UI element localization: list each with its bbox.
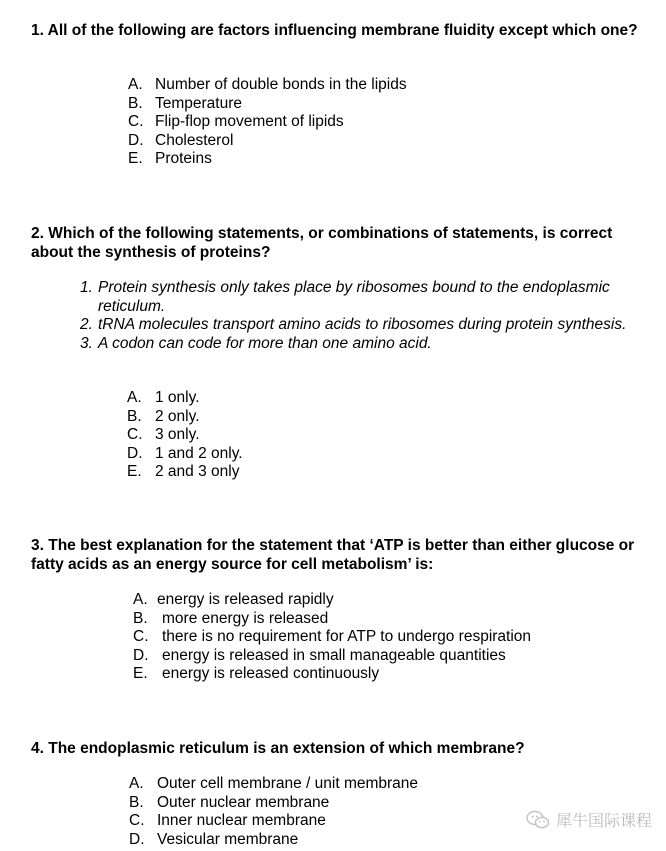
option-text: Cholesterol (155, 131, 234, 149)
option-text: Inner nuclear membrane (157, 812, 326, 829)
question-2-options (127, 389, 243, 482)
option-text: energy is released rapidly (157, 591, 334, 608)
question-4-options (129, 775, 418, 849)
option-text: 1 and 2 only. (155, 444, 243, 462)
option-letter: B. (127, 407, 142, 425)
watermark (526, 808, 652, 831)
option-letter: C. (129, 812, 145, 829)
option-1b[interactable] (128, 95, 407, 114)
question-1-title: 1. All of the following are factors influencing membrane fluidity except which one? (31, 22, 638, 39)
question-1-options (128, 76, 407, 169)
option-text: 2 and 3 only (155, 463, 240, 480)
option-1a[interactable] (128, 76, 407, 95)
option-1e[interactable] (128, 150, 407, 169)
option-4c[interactable] (129, 812, 418, 831)
option-text: there is no requirement for ATP to undergo respiration (162, 628, 532, 645)
option-text: Flip-flop movement of lipids (155, 113, 344, 130)
option-3e[interactable] (133, 665, 531, 684)
option-letter: E. (133, 665, 148, 682)
statement-text: tRNA molecules transport amino acids to ribosomes during protein synthesis. (98, 316, 627, 333)
option-letter: D. (133, 646, 149, 664)
option-letter: D. (127, 444, 143, 462)
option-2c[interactable] (127, 426, 243, 445)
question-2-statements (80, 279, 640, 353)
question-3-options (133, 591, 531, 684)
option-letter: B. (128, 94, 143, 112)
statement-2 (80, 316, 640, 335)
statement-number: 1. (80, 279, 93, 296)
option-text: Vesicular membrane (157, 830, 299, 848)
option-4d[interactable] (129, 831, 418, 850)
option-3d[interactable] (133, 647, 531, 666)
option-1c[interactable] (128, 113, 407, 132)
option-2d[interactable] (127, 445, 243, 464)
option-4a[interactable] (129, 775, 418, 794)
option-letter: E. (128, 150, 143, 167)
option-letter: B. (129, 793, 144, 811)
option-4b[interactable] (129, 794, 418, 813)
question-3-title: 3. The best explanation for the statement that ‘ATP is better than either glucose or fatty acids as an energy source for cell metabolism’ is: (31, 537, 635, 573)
option-text: energy is released continuously (162, 665, 380, 682)
option-3b[interactable] (133, 610, 531, 629)
option-text: Proteins (155, 150, 212, 167)
option-letter: D. (128, 131, 144, 149)
option-2b[interactable] (127, 408, 243, 427)
option-text: Temperature (155, 94, 243, 112)
option-2e[interactable] (127, 463, 243, 482)
option-letter: B. (133, 609, 148, 627)
option-text: energy is released in small manageable quantities (162, 646, 506, 664)
question-2-title: 2. Which of the following statements, or combinations of statements, is correct about the synthesis of proteins? (31, 225, 613, 261)
option-letter: C. (127, 426, 143, 443)
option-2a[interactable] (127, 389, 243, 408)
statement-text: A codon can code for more than one amino acid. (98, 334, 432, 352)
statement-3 (80, 335, 640, 354)
option-text: Outer nuclear membrane (157, 793, 330, 811)
option-letter: A. (127, 389, 142, 406)
option-letter: A. (129, 775, 144, 792)
option-3a[interactable] (133, 591, 531, 610)
option-letter: A. (128, 76, 143, 93)
option-text: more energy is released (162, 609, 329, 627)
option-1d[interactable] (128, 132, 407, 151)
watermark-text: 犀牛国际课程 (555, 813, 652, 830)
question-4-title: 4. The endoplasmic reticulum is an extension of which membrane? (31, 740, 525, 757)
statement-text: Protein synthesis only takes place by ribosomes bound to the endoplasmic reticulum. (98, 279, 610, 315)
statement-number: 2. (80, 316, 93, 333)
option-text: Outer cell membrane / unit membrane (157, 775, 419, 792)
option-letter: C. (128, 113, 144, 130)
statement-1 (80, 279, 640, 316)
option-letter: A. (133, 591, 148, 608)
option-3c[interactable] (133, 628, 531, 647)
option-letter: E. (127, 463, 142, 480)
wechat-icon (526, 810, 550, 830)
statement-number: 3. (80, 334, 93, 352)
option-text: 2 only. (155, 407, 200, 425)
option-text: Number of double bonds in the lipids (155, 76, 407, 93)
option-text: 3 only. (155, 426, 200, 443)
option-letter: C. (133, 628, 149, 645)
option-text: 1 only. (155, 389, 200, 406)
option-letter: D. (129, 830, 145, 848)
